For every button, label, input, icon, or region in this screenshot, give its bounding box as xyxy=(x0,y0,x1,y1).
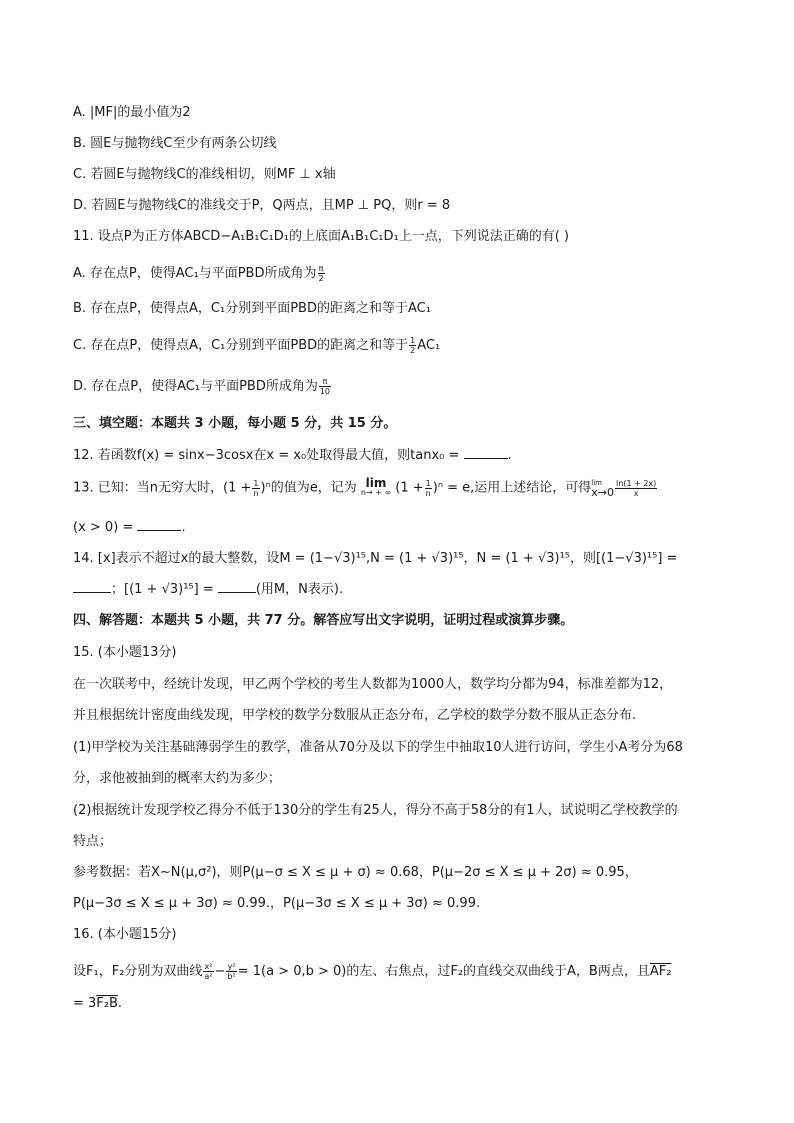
answer-blank xyxy=(73,580,111,593)
answer-blank xyxy=(218,580,256,593)
question-16-text xyxy=(73,962,671,981)
option-a-q10: A. |MF|的最小值为2 xyxy=(73,105,191,120)
question-13-cont xyxy=(73,518,186,537)
fraction-one-over-n: $\frac{1}{n}$ xyxy=(253,478,259,498)
option-c-q11 xyxy=(73,336,440,355)
option-b-q10: B. 圆E与抛物线C至少有两条公切线 xyxy=(73,136,277,151)
option-a-q11 xyxy=(73,264,326,283)
question-13-text-2: )ⁿ的值为e，记为 xyxy=(260,480,357,496)
option-b-q11: B. 存在点P，使得点A，C₁分别到平面PBD的距离之和等于AC₁ xyxy=(73,301,431,316)
question-15-para-2: 并且根据统计密度曲线发现，甲学校的数学分数服从正态分布，乙学校的数学分数不服从正态分布. xyxy=(73,708,637,723)
question-15-sub-2b: 特点； xyxy=(73,834,113,849)
fraction-x2-a2: $\frac{\text{x²}}{\text{a²}}$ xyxy=(204,962,213,981)
answer-blank xyxy=(464,446,508,459)
question-13-end: . xyxy=(181,520,186,535)
question-13-text-5: (x > 0) = xyxy=(73,520,134,535)
question-13-text-4: )ⁿ = e,运用上述结论，可得 xyxy=(432,480,592,496)
question-14-text-2: ；[(1 + √3)¹⁵] = xyxy=(111,582,214,597)
limit-expression: lim x→0 xyxy=(591,479,615,499)
question-14-text-3: (用M，N表示). xyxy=(255,582,344,597)
question-16-text-1: 设F₁，F₂分别为双曲线 xyxy=(73,964,203,979)
option-a-q11-text: A. 存在点P，使得AC₁与平面PBD所成角为 xyxy=(73,266,317,281)
question-14-cont xyxy=(73,580,343,599)
question-15-ref-1: 参考数据：若X∼N(μ,σ²)，则P(μ−σ ≤ X ≤ μ + σ) ≈ 0.68，P(μ−2σ ≤ X ≤ μ + 2σ) ≈ 0.95， xyxy=(73,865,638,880)
question-16-text-3: = 3 xyxy=(73,996,97,1011)
question-15-ref-2: P(μ−3σ ≤ X ≤ μ + 3σ) ≈ 0.99.，P(μ−3σ ≤ X ≤ μ + 3σ) ≈ 0.99. xyxy=(73,896,481,911)
option-d-q10: D. 若圆E与抛物线C的准线交于P，Q两点，且MP ⊥ PQ，则r = 8 xyxy=(73,198,451,213)
question-15-sub-1a: (1)甲学校为关注基础薄弱学生的教学，准备从70分及以下的学生中抽取10人进行访问，学生小A考分为68 xyxy=(73,740,683,755)
vector-af2: AF₂ xyxy=(649,964,672,979)
question-12-end: . xyxy=(507,448,512,463)
answer-blank xyxy=(137,518,181,531)
vector-f2b: F₂B xyxy=(96,996,118,1011)
fraction-one-half: $\frac{1}{2}$ xyxy=(410,336,416,355)
fraction-one-over-n-2: $\frac{1}{n}$ xyxy=(425,478,431,498)
question-14: 14. [x]表示不超过x的最大整数，设M = (1−√3)¹⁵,N = (1 + √3)¹⁵，N = (1 + √3)¹⁵，则[(1−√3)¹⁵] = xyxy=(73,551,678,566)
fraction-ln: $\frac{\ln(1 + 2x)}{x}$ xyxy=(616,478,657,498)
question-13-text-1: 13. 已知：当n无穷大时，(1 + xyxy=(73,480,252,496)
question-13 xyxy=(73,478,658,498)
question-15-sub-2a: (2)根据统计发现学校乙得分不低于130分的学生有25人，得分不高于58分的有1人，试说明乙学校教学的 xyxy=(73,803,678,818)
section-4-heading: 四、解答题：本题共 5 小题，共 77 分。解答应写出文字说明，证明过程或演算步骤。 xyxy=(73,613,574,628)
question-12-text: 12. 若函数f(x) = sinx−3cosx在x = x₀处取得最大值，则tanx₀ = xyxy=(73,448,460,463)
question-11: 11. 设点P为正方体ABCD−A₁B₁C₁D₁的上底面A₁B₁C₁D₁上一点，下列说法正确的有( ) xyxy=(73,229,569,244)
option-c-q10: C. 若圆E与抛物线C的准线相切，则MF ⊥ x轴 xyxy=(73,167,336,182)
question-16-header: 16. (本小题15分) xyxy=(73,927,177,942)
fraction-y2-b2: $\frac{\text{y²}}{\text{b²}}$ xyxy=(227,962,236,981)
question-13-text-3: (1 + xyxy=(395,480,424,496)
option-d-q11-text: D. 存在点P，使得AC₁与平面PBD所成角为 xyxy=(73,379,318,394)
fraction-pi-over-2: $\frac{\pi}{2}$ xyxy=(318,264,324,283)
question-12 xyxy=(73,446,512,465)
fraction-pi-over-10: $\frac{\pi}{10}$ xyxy=(319,377,331,396)
question-16-text-2: = 1(a > 0,b > 0)的左、右焦点，过F₂的直线交双曲线于A，B两点，且 xyxy=(237,964,650,979)
question-15-para-1: 在一次联考中，经统计发现，甲乙两个学校的考生人数都为1000人，数学均分都为94，标准差都为12， xyxy=(73,677,673,692)
section-3-heading: 三、填空题：本题共 3 小题，每小题 5 分，共 15 分。 xyxy=(73,416,397,431)
question-15-header: 15. (本小题13分) xyxy=(73,645,177,660)
option-d-q11 xyxy=(73,377,332,396)
question-16-end: . xyxy=(117,996,123,1011)
minus-sign: − xyxy=(214,964,226,979)
question-15-sub-1b: 分，求他被抽到的概率大约为多少； xyxy=(73,771,282,786)
option-c-q11-text: C. 存在点P，使得点A，C₁分别到平面PBD的距离之和等于 xyxy=(73,338,409,353)
question-16-cont xyxy=(73,995,122,1013)
option-c-q11-tail: AC₁ xyxy=(417,338,441,353)
limit-symbol: lim n→ + ∞ xyxy=(360,476,392,497)
